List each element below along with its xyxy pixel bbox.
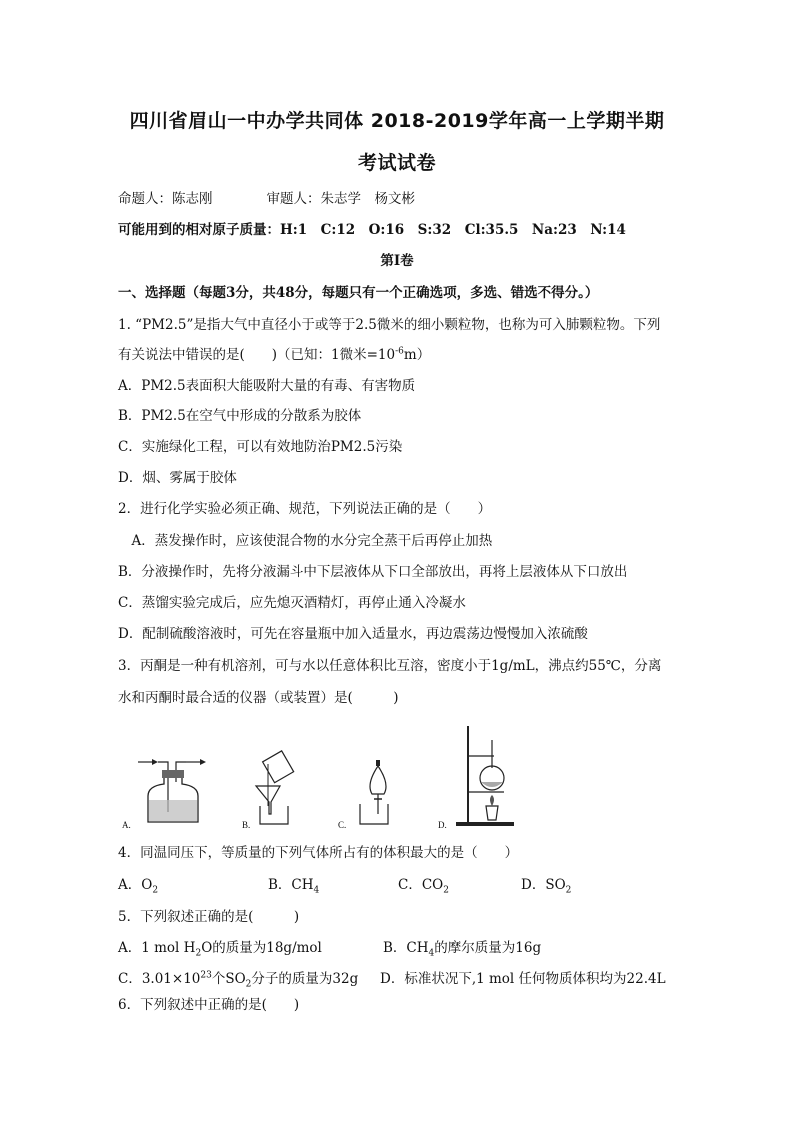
figure-a-label: A. (122, 820, 131, 830)
pouring-beaker (263, 751, 294, 783)
q5-c-sub: 2 (245, 979, 252, 990)
q5-c-sup: 23 (200, 970, 212, 981)
q4-stem: 4．同温同压下，等质量的下列气体所占有的体积最大的是（ ） (118, 845, 519, 861)
q2-stem: 2．进行化学实验必须正确、规范，下列说法正确的是（ ） (118, 501, 492, 517)
q1-exponent: -6 (395, 346, 404, 357)
q2-option-b: B．分液操作时，先将分液漏斗中下层液体从下口全部放出，再将上层液体从下口放出 (118, 564, 628, 580)
receiving-beaker (260, 806, 288, 824)
q1-option-c: C．实施绿化工程，可以有效地防治PM2.5污染 (118, 439, 403, 455)
inlet-arrowhead (152, 759, 158, 765)
q1-stem-line2-end: m） (403, 347, 431, 363)
q3-stem-line2: 水和丙酮时最合适的仪器（或装置）是( ) (118, 690, 399, 706)
q4-option-d (521, 873, 571, 896)
q5-c-text-mid: 个SO (211, 971, 246, 987)
q5-a-text-end: O的质量为18g/mol (201, 940, 322, 956)
atomic-mass-line: 可能用到的相对原子质量：H:1 C:12 O:16 S:32 Cl:35.5 Na:23 N:14 (118, 222, 626, 238)
q5-a-text: A．1 mol H (118, 940, 196, 956)
q5-c-text: C．3.01×10 (118, 971, 201, 987)
q5-stem: 5．下列叙述正确的是( ) (118, 909, 300, 925)
beaker (360, 804, 388, 824)
alcohol-lamp (486, 806, 498, 820)
lamp-flame (490, 795, 494, 806)
q4-option-c (398, 873, 449, 896)
q4-b-sub: 4 (313, 885, 320, 896)
filtration-figure (238, 722, 318, 832)
stopper (162, 770, 184, 778)
q5-option-c (118, 967, 358, 990)
outlet-arrowhead (200, 759, 206, 765)
stand-base (456, 822, 514, 826)
figure-c-label: C. (338, 820, 347, 830)
exam-title-line2: 考试试卷 (357, 152, 436, 174)
q1-stem-line2-text: 有关说法中错误的是( )（已知：1微米=10 (118, 347, 396, 363)
q3-stem-line1: 3．丙酮是一种有机溶剂，可与水以任意体积比互溶，密度小于1g/mL，沸点约55℃，分离 (118, 658, 662, 674)
q1-option-b: B．PM2.5在空气中形成的分散系为胶体 (118, 408, 362, 424)
q4-a-text: A．O (118, 877, 153, 893)
figure-b-label: B. (242, 820, 251, 830)
q5-b-sub: 4 (428, 948, 435, 959)
funnel-body (370, 766, 386, 794)
q1-stem-line2 (118, 343, 430, 363)
q5-c-text-end: 分子的质量为32g (251, 971, 359, 987)
q2-option-d: D．配制硫酸溶液时，可先在容量瓶中加入适量水，再边震荡边慢慢加入浓硫酸 (118, 626, 588, 642)
q5-a-sub: 2 (195, 948, 202, 959)
section-heading: 一、选择题（每题3分，共48分，每题只有一个正确选项，多选、错选不得分。） (118, 285, 599, 301)
volume-heading: 第Ⅰ卷 (380, 253, 414, 269)
q5-option-b (383, 936, 541, 959)
q2-option-c: C．蒸馏实验完成后，应先熄灭酒精灯，再停止通入冷凝水 (118, 595, 466, 611)
q4-c-text: C．CO (398, 877, 444, 893)
q1-option-d: D．烟、雾属于胶体 (118, 470, 237, 486)
q5-b-text: B．CH (383, 940, 429, 956)
q4-a-sub: 2 (152, 885, 159, 896)
author-line: 命题人：陈志刚 审题人：朱志学 杨文彬 (118, 191, 415, 207)
bottle-liquid (149, 800, 197, 821)
q5-b-text-end: 的摩尔质量为16g (434, 940, 542, 956)
flask-liquid (481, 782, 503, 787)
figure-d-label: D. (438, 820, 447, 830)
q4-option-b (268, 873, 319, 896)
q4-option-a (118, 873, 158, 896)
q5-option-a (118, 936, 322, 959)
q4-b-text: B．CH (268, 877, 314, 893)
exam-title-line1: 四川省眉山一中办学共同体 2018-2019学年高一上学期半期 (129, 110, 665, 132)
q5-option-d: D．标准状况下,1 mol 任何物质体积均为22.4L (380, 971, 666, 987)
q4-d-text: D．SO (521, 877, 566, 893)
q6-stem: 6．下列叙述中正确的是( ) (118, 997, 300, 1013)
q4-c-sub: 2 (443, 885, 449, 896)
gas-washing-bottle-figure (118, 722, 214, 832)
distillation-figure (434, 722, 524, 832)
q1-stem-line1: 1. “PM2.5”是指大气中直径小于或等于2.5微米的细小颗粒物，也称为可入肺颗粒物。下列 (118, 317, 661, 333)
q1-option-a: A．PM2.5表面积大能吸附大量的有毒、有害物质 (118, 378, 416, 394)
separatory-funnel-figure (336, 722, 416, 832)
q4-d-sub: 2 (565, 885, 572, 896)
q2-option-a: A．蒸发操作时，应该使混合物的水分完全蒸干后再停止加热 (118, 533, 493, 549)
